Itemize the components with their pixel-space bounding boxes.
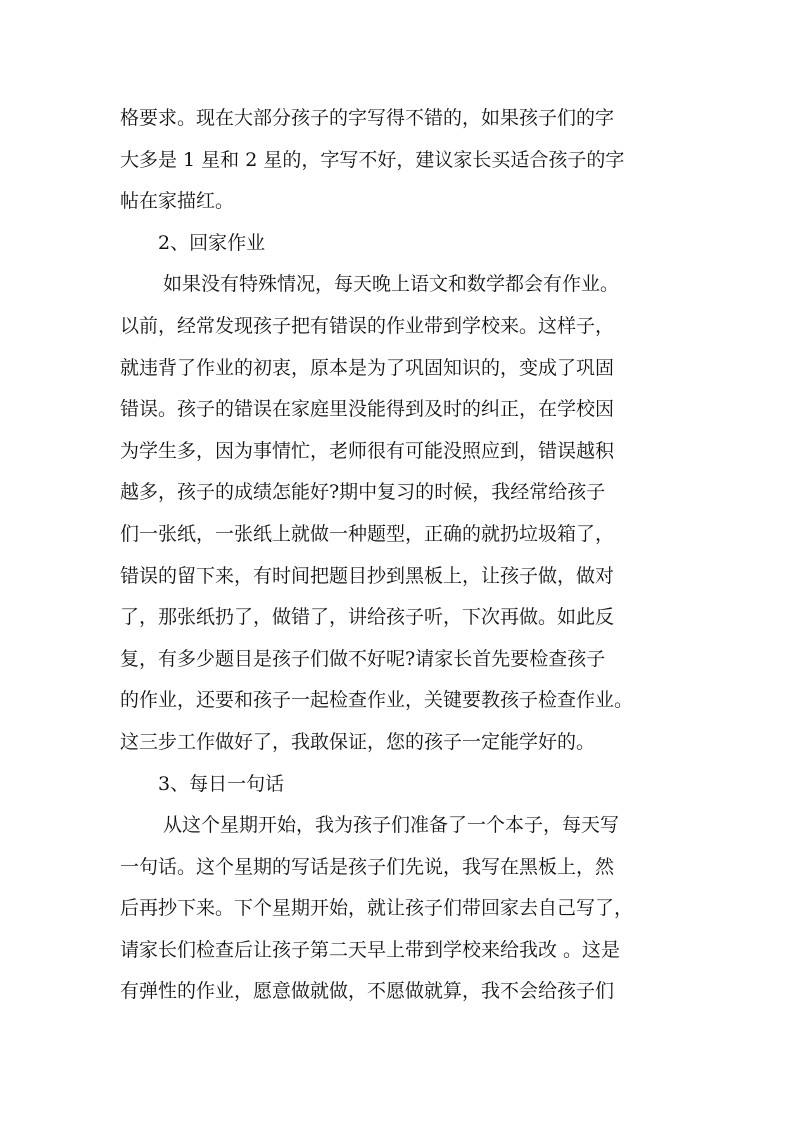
- text-line: 一句话。这个星期的写话是孩子们先说，我写在黑板上，然: [120, 855, 615, 878]
- paragraph-start: 如果没有特殊情况，每天晚上语文和数学都会有作业。: [163, 273, 620, 296]
- text-line: 格要求。现在大部分孩子的字写得不错的，如果孩子们的字: [120, 107, 615, 129]
- text-line: 复，有多少题目是孩子们做不好呢?请家长首先要检查孩子: [120, 647, 606, 670]
- document-body: [120, 98, 688, 1013]
- text-line: 有弹性的作业，愿意做就做，不愿做就算，我不会给孩子们: [120, 980, 615, 1003]
- text-line: 们一张纸，一张纸上就做一种题型，正确的就扔垃圾箱了，: [120, 522, 615, 545]
- text-line: 错误的留下来，有时间把题目抄到黑板上，让孩子做，做对: [120, 564, 615, 587]
- text-line: 帖在家描红。: [120, 190, 235, 213]
- text-line: 这三步工作做好了，我敢保证，您的孩子一定能学好的。: [120, 730, 596, 753]
- text-line: 的作业，还要和孩子一起检查作业，关键要教孩子检查作业。: [120, 689, 634, 712]
- text-line: 以前，经常发现孩子把有错误的作业带到学校来。这样子，: [120, 314, 615, 337]
- text-line: 大多是 1 星和 2 星的，字写不好，建议家长买适合孩子的字: [120, 148, 625, 171]
- text-line: 请家长们检查后让孩子第二天早上带到学校来给我改 。这是: [120, 938, 621, 961]
- text-line: 就违背了作业的初衷，原本是为了巩固知识的，变成了巩固: [120, 356, 615, 379]
- section-heading: 2、回家作业: [158, 231, 266, 254]
- paragraph-start: 从这个星期开始，我为孩子们准备了一个本子，每天写: [163, 814, 620, 837]
- text-line: 后再抄下来。下个星期开始，就让孩子们带回家去自己写了，: [120, 897, 634, 920]
- text-line: 越多，孩子的成绩怎能好?期中复习的时候，我经常给孩子: [120, 481, 606, 504]
- text-line: 了，那张纸扔了，做错了，讲给孩子听，下次再做。如此反: [120, 606, 615, 629]
- text-line: 错误。孩子的错误在家庭里没能得到及时的纠正，在学校因: [120, 398, 615, 421]
- text-line: 为学生多，因为事情忙，老师很有可能没照应到，错误越积: [120, 439, 615, 462]
- section-heading: 3、每日一句话: [158, 772, 285, 795]
